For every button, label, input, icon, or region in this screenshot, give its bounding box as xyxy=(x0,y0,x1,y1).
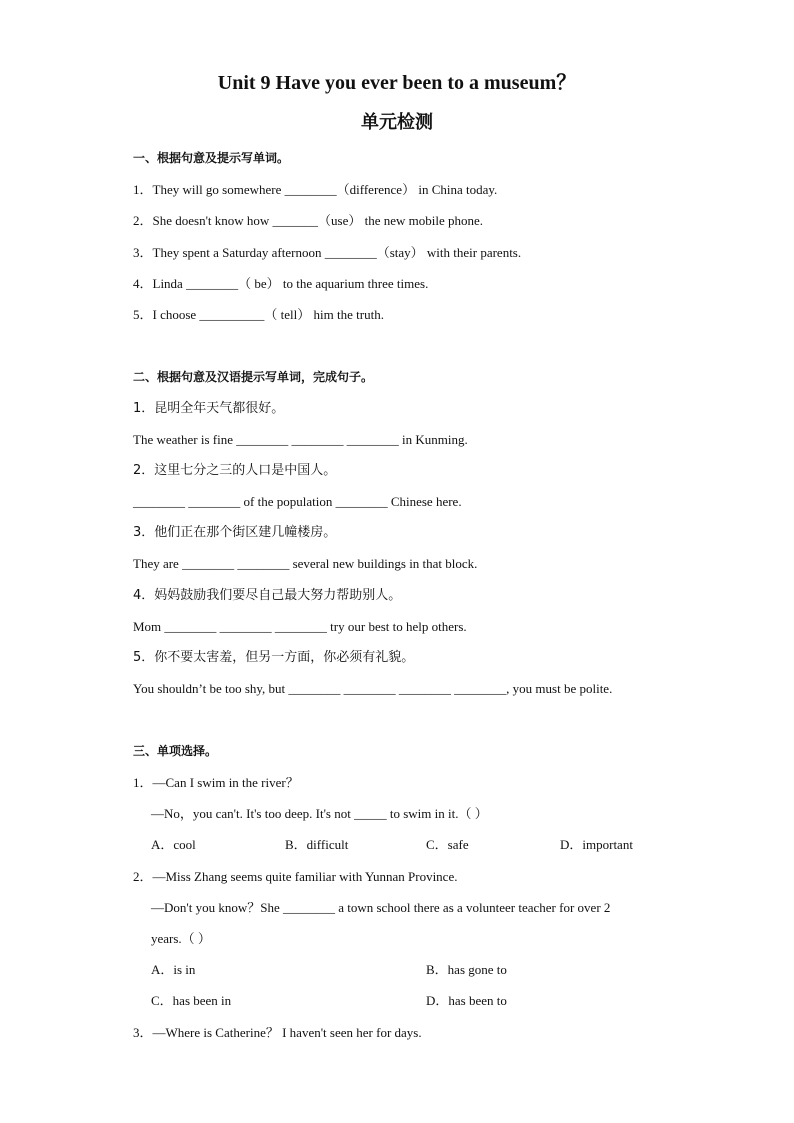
q1-option-b: B．difficult xyxy=(285,837,349,852)
q2-option-c: C．has been in xyxy=(151,993,232,1008)
section-2-item-4-cn: 4．妈妈鼓励我们要尽自己最大努力帮助别人。 xyxy=(133,588,402,603)
section-2-heading: 二、根据句意及汉语提示写单词，完成句子。 xyxy=(133,370,374,384)
q2-line-2: —Don't you know？She ________ a town school there as a volunteer teacher for over 2 xyxy=(151,900,611,915)
q3-line-1: 3．—Where is Catherine？ I haven't seen her for days. xyxy=(133,1025,422,1040)
section-2-item-3-cn: 3．他们正在那个街区建几幢楼房。 xyxy=(133,525,337,540)
section-1-item-4: 4．Linda ________（ be） to the aquarium three times. xyxy=(133,276,429,291)
section-2-item-2-cn: 2．这里七分之三的人口是中国人。 xyxy=(133,463,337,478)
q2-option-d: D．has been to xyxy=(426,993,507,1008)
q1-line-2: —No，you can't. It's too deep. It's not _____ to swim in it.（ ） xyxy=(151,806,488,821)
section-1-item-3: 3．They spent a Saturday afternoon ________（stay） with their parents. xyxy=(133,245,522,260)
q1-option-a: A．cool xyxy=(151,837,196,852)
section-2-item-2-en: ________ ________ of the population ________ Chinese here. xyxy=(133,494,462,509)
q1-line-1: 1．—Can I swim in the river？ xyxy=(133,775,299,790)
section-2-item-5-en: You shouldn’t be too shy, but ________ ________ ________ ________, you must be polite. xyxy=(133,681,613,696)
section-2-item-1-en: The weather is fine ________ ________ ________ in Kunming. xyxy=(133,432,468,447)
section-2-item-3-en: They are ________ ________ several new buildings in that block. xyxy=(133,556,478,571)
section-1-item-5: 5．I choose __________（ tell） him the truth. xyxy=(133,307,384,322)
q2-line-3: years.（ ） xyxy=(151,931,211,946)
page-title: Unit 9 Have you ever been to a museum？ xyxy=(217,72,577,94)
q2-option-a: A．is in xyxy=(151,962,196,977)
section-1-item-2: 2．She doesn't know how _______（use） the new mobile phone. xyxy=(133,213,484,228)
q2-option-b: B．has gone to xyxy=(426,962,507,977)
section-1-item-1: 1．They will go somewhere ________（difference） in China today. xyxy=(133,182,498,197)
section-3-heading: 三、单项选择。 xyxy=(133,744,218,758)
section-2-item-1-cn: 1．昆明全年天气都很好。 xyxy=(133,401,285,416)
q2-line-1: 2．—Miss Zhang seems quite familiar with Yunnan Province. xyxy=(133,869,458,884)
section-1-heading: 一、根据句意及提示写单词。 xyxy=(133,151,290,165)
q1-option-c: C．safe xyxy=(426,837,469,852)
section-2-item-4-en: Mom ________ ________ ________ try our best to help others. xyxy=(133,619,467,634)
q1-option-d: D．important xyxy=(560,837,633,852)
page-subtitle: 单元检测 xyxy=(361,112,433,133)
section-2-item-5-cn: 5．你不要太害羞，但另一方面，你必须有礼貌。 xyxy=(133,650,415,665)
